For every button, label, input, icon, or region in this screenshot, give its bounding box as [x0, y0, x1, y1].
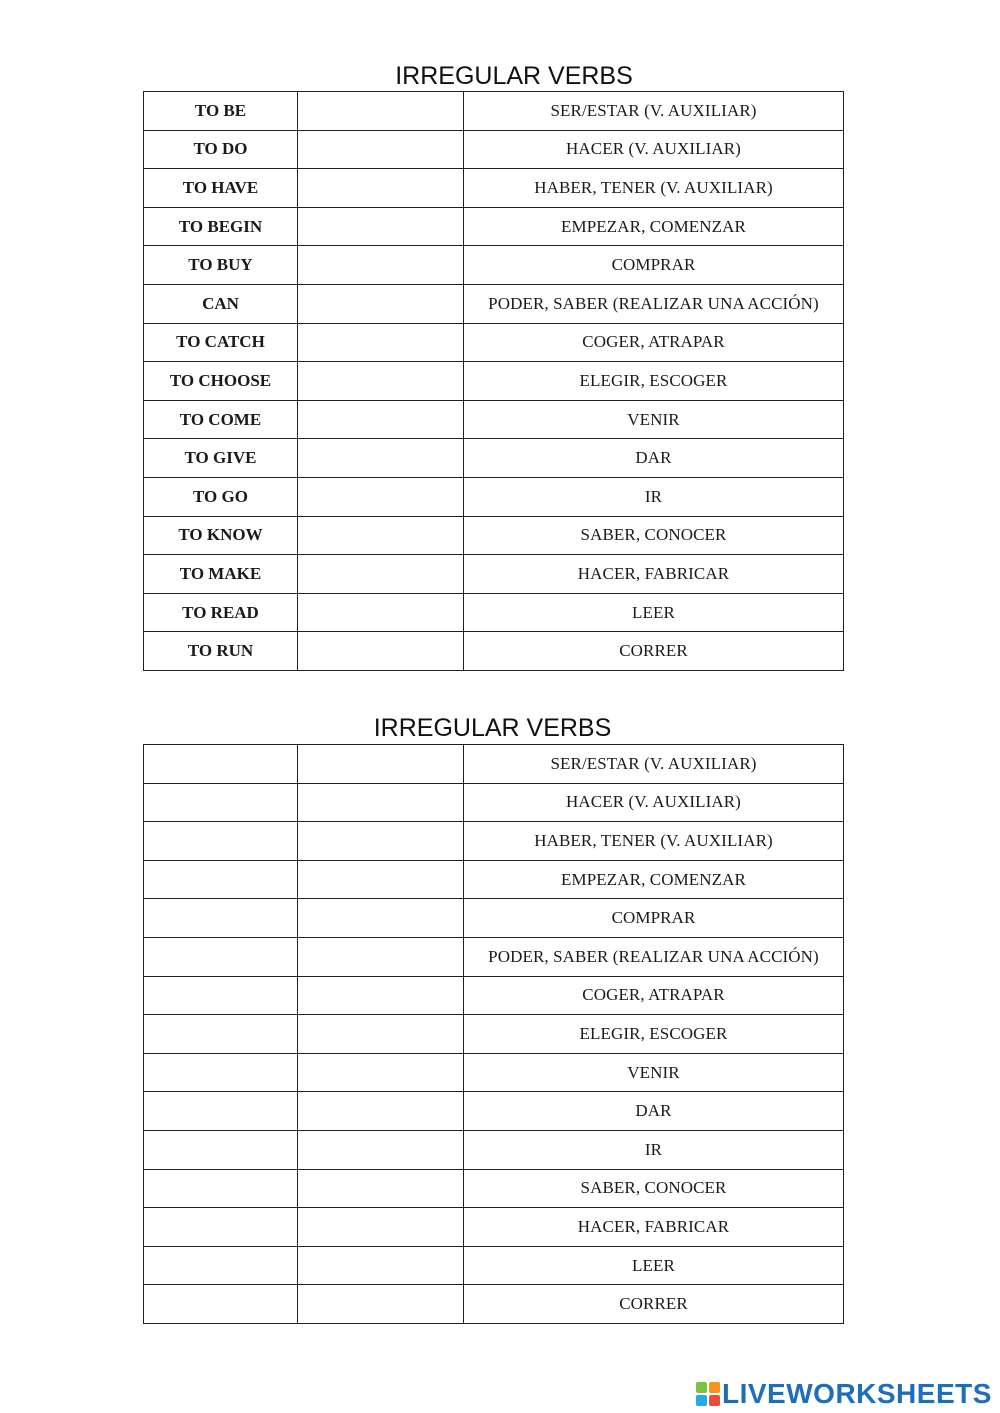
meaning-cell: HACER (V. AUXILIAR) [464, 130, 844, 169]
table-row [144, 362, 844, 401]
answer-cell[interactable] [298, 976, 464, 1015]
verb-input-cell[interactable] [144, 860, 298, 899]
page-title: IRREGULAR VERBS [395, 62, 633, 90]
answer-cell[interactable] [298, 1285, 464, 1324]
section-title: IRREGULAR VERBS [373, 714, 612, 742]
meaning-cell: CORRER [464, 632, 844, 671]
table-row [144, 899, 844, 938]
answer-cell[interactable] [298, 92, 464, 131]
table-row [144, 1246, 844, 1285]
table-row [144, 246, 844, 285]
table-row [144, 284, 844, 323]
verb-input-cell[interactable] [144, 1169, 298, 1208]
answer-cell[interactable] [298, 362, 464, 401]
meaning-cell: COGER, ATRAPAR [464, 976, 844, 1015]
table-row [144, 976, 844, 1015]
verb-input-cell[interactable] [144, 1246, 298, 1285]
verb-cell: TO DO [144, 130, 298, 169]
answer-cell[interactable] [298, 516, 464, 555]
table-row [144, 207, 844, 246]
answer-cell[interactable] [298, 1208, 464, 1247]
verb-input-cell[interactable] [144, 976, 298, 1015]
answer-cell[interactable] [298, 632, 464, 671]
meaning-cell: SER/ESTAR (V. AUXILIAR) [464, 92, 844, 131]
verb-cell: TO GIVE [144, 439, 298, 478]
answer-cell[interactable] [298, 207, 464, 246]
meaning-cell: SABER, CONOCER [464, 1169, 844, 1208]
table-row [144, 1015, 844, 1054]
table-row [144, 516, 844, 555]
answer-cell[interactable] [298, 169, 464, 208]
verb-input-cell[interactable] [144, 1053, 298, 1092]
answer-cell[interactable] [298, 1169, 464, 1208]
answer-cell[interactable] [298, 400, 464, 439]
table-row [144, 783, 844, 822]
verb-cell: TO MAKE [144, 555, 298, 594]
answer-cell[interactable] [298, 246, 464, 285]
meaning-cell: DAR [464, 439, 844, 478]
meaning-cell: HACER (V. AUXILIAR) [464, 783, 844, 822]
meaning-cell: HACER, FABRICAR [464, 1208, 844, 1247]
meaning-cell: LEER [464, 593, 844, 632]
verb-cell: TO BUY [144, 246, 298, 285]
verb-input-cell[interactable] [144, 822, 298, 861]
answer-cell[interactable] [298, 439, 464, 478]
table-row [144, 92, 844, 131]
meaning-cell: HABER, TENER (V. AUXILIAR) [464, 169, 844, 208]
answer-cell[interactable] [298, 477, 464, 516]
table-row [144, 477, 844, 516]
meaning-cell: LEER [464, 1246, 844, 1285]
verb-cell: TO KNOW [144, 516, 298, 555]
meaning-cell: COMPRAR [464, 246, 844, 285]
verbs-table-1 [143, 91, 844, 671]
meaning-cell: HACER, FABRICAR [464, 555, 844, 594]
meaning-cell: VENIR [464, 400, 844, 439]
answer-cell[interactable] [298, 323, 464, 362]
verb-cell: CAN [144, 284, 298, 323]
answer-cell[interactable] [298, 899, 464, 938]
answer-cell[interactable] [298, 822, 464, 861]
meaning-cell: COGER, ATRAPAR [464, 323, 844, 362]
table-row [144, 632, 844, 671]
table-row [144, 555, 844, 594]
answer-cell[interactable] [298, 937, 464, 976]
verb-cell: TO BEGIN [144, 207, 298, 246]
table-row [144, 1285, 844, 1324]
verb-input-cell[interactable] [144, 1130, 298, 1169]
answer-cell[interactable] [298, 1246, 464, 1285]
meaning-cell: IR [464, 1130, 844, 1169]
table-row [144, 169, 844, 208]
meaning-cell: HABER, TENER (V. AUXILIAR) [464, 822, 844, 861]
table-row [144, 593, 844, 632]
table-row [144, 822, 844, 861]
verb-cell: TO RUN [144, 632, 298, 671]
meaning-cell: ELEGIR, ESCOGER [464, 1015, 844, 1054]
meaning-cell: IR [464, 477, 844, 516]
answer-cell[interactable] [298, 860, 464, 899]
verb-input-cell[interactable] [144, 1208, 298, 1247]
table-row [144, 439, 844, 478]
answer-cell[interactable] [298, 745, 464, 784]
verb-cell: TO BE [144, 92, 298, 131]
answer-cell[interactable] [298, 783, 464, 822]
verb-input-cell[interactable] [144, 783, 298, 822]
verb-input-cell[interactable] [144, 745, 298, 784]
verb-input-cell[interactable] [144, 899, 298, 938]
table-row [144, 745, 844, 784]
answer-cell[interactable] [298, 1130, 464, 1169]
meaning-cell: PODER, SABER (REALIZAR UNA ACCIÓN) [464, 284, 844, 323]
verb-cell: TO READ [144, 593, 298, 632]
verb-input-cell[interactable] [144, 1092, 298, 1131]
logo-text: LIVEWORKSHEETS [722, 1378, 992, 1409]
verb-cell: TO CATCH [144, 323, 298, 362]
meaning-cell: DAR [464, 1092, 844, 1131]
table-row [144, 1169, 844, 1208]
table-row [144, 1130, 844, 1169]
verb-input-cell[interactable] [144, 1285, 298, 1324]
liveworksheets-logo [696, 1378, 992, 1410]
verb-cell: TO HAVE [144, 169, 298, 208]
answer-cell[interactable] [298, 1092, 464, 1131]
answer-cell[interactable] [298, 1053, 464, 1092]
meaning-cell: SABER, CONOCER [464, 516, 844, 555]
meaning-cell: EMPEZAR, COMENZAR [464, 860, 844, 899]
table-row [144, 1053, 844, 1092]
answer-cell[interactable] [298, 593, 464, 632]
verb-input-cell[interactable] [144, 1015, 298, 1054]
meaning-cell: SER/ESTAR (V. AUXILIAR) [464, 745, 844, 784]
table-row [144, 1208, 844, 1247]
table-row [144, 1092, 844, 1131]
table-row [144, 400, 844, 439]
meaning-cell: ELEGIR, ESCOGER [464, 362, 844, 401]
verb-cell: TO GO [144, 477, 298, 516]
answer-cell[interactable] [298, 130, 464, 169]
meaning-cell: COMPRAR [464, 899, 844, 938]
meaning-cell: EMPEZAR, COMENZAR [464, 207, 844, 246]
answer-cell[interactable] [298, 555, 464, 594]
liveworksheets-logo-icon [696, 1382, 720, 1406]
table-row [144, 937, 844, 976]
verbs-table-2 [143, 744, 844, 1324]
meaning-cell: VENIR [464, 1053, 844, 1092]
verb-cell: TO CHOOSE [144, 362, 298, 401]
table-row [144, 323, 844, 362]
answer-cell[interactable] [298, 1015, 464, 1054]
verb-input-cell[interactable] [144, 937, 298, 976]
verb-cell: TO COME [144, 400, 298, 439]
meaning-cell: CORRER [464, 1285, 844, 1324]
meaning-cell: PODER, SABER (REALIZAR UNA ACCIÓN) [464, 937, 844, 976]
table-row [144, 130, 844, 169]
answer-cell[interactable] [298, 284, 464, 323]
table-row [144, 860, 844, 899]
